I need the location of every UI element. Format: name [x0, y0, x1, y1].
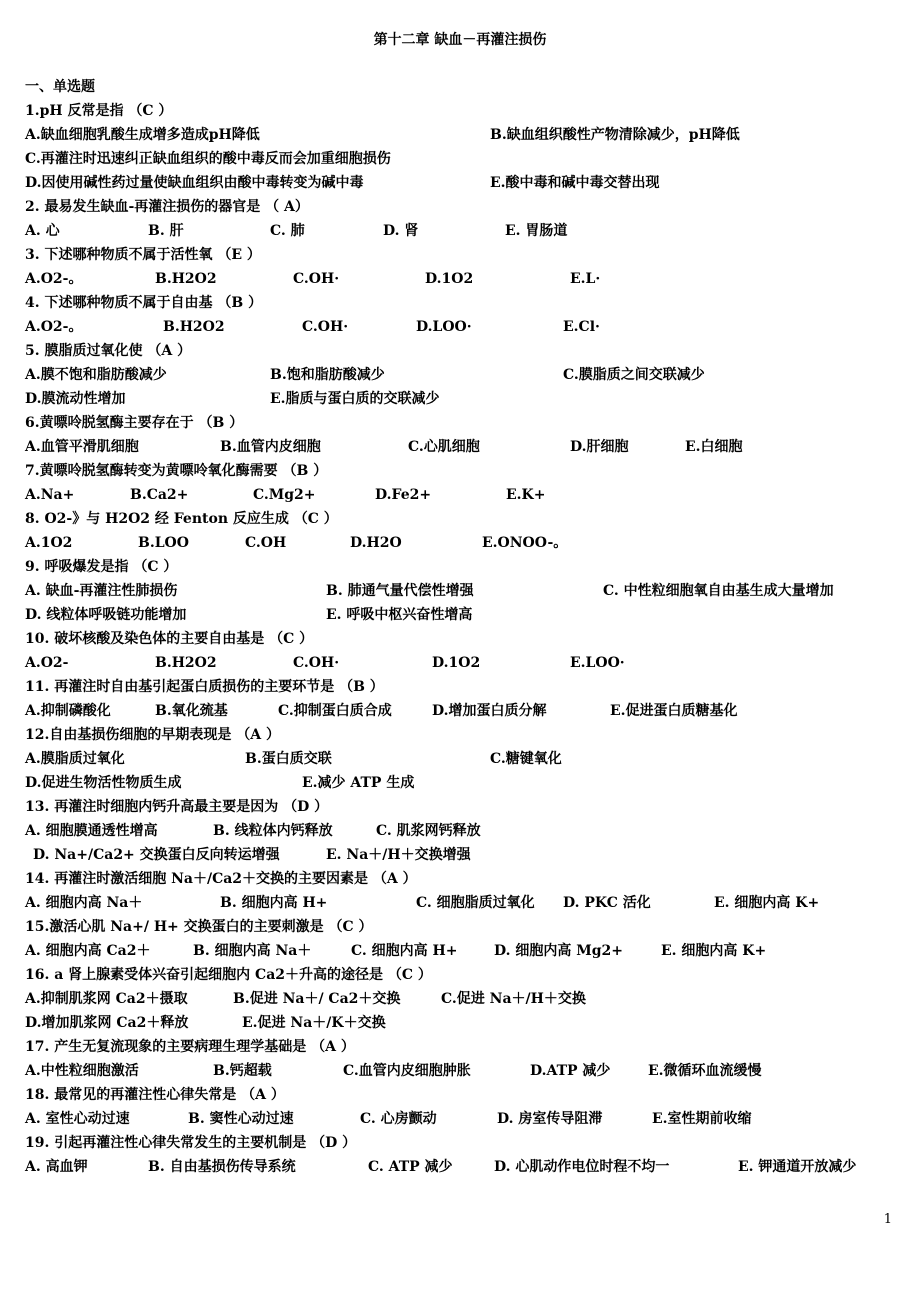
- line-text-segment: A.膜不饱和脂肪酸减少: [25, 367, 167, 383]
- line-text-segment: D.肝细胞: [570, 439, 629, 455]
- line-text-segment: D.ATP 减少: [530, 1063, 611, 1079]
- line-text-segment: C.OH·: [302, 319, 349, 335]
- text-line: [0, 1085, 920, 1109]
- text-line: [0, 461, 920, 485]
- line-text-segment: A.1O2: [25, 535, 73, 551]
- line-text-segment: E. 细胞内高 K+: [714, 895, 820, 911]
- text-line: [0, 1157, 920, 1181]
- line-text-segment: 14. 再灌注时激活细胞 Na＋/Ca2＋交换的主要因素是 （A ）: [25, 871, 417, 887]
- line-text-segment: B.蛋白质交联: [245, 751, 332, 767]
- line-text-segment: B. 细胞内高 Na＋: [193, 943, 312, 959]
- line-text-segment: C. 肺: [270, 223, 305, 239]
- line-text-segment: E.微循环血流缓慢: [648, 1063, 762, 1079]
- line-text-segment: D.促进生物活性物质生成: [25, 775, 182, 791]
- line-text-segment: 4. 下述哪种物质不属于自由基 （B ）: [25, 295, 263, 311]
- text-line: [0, 1109, 920, 1133]
- line-text-segment: B.饱和脂肪酸减少: [270, 367, 385, 383]
- line-text-segment: 2. 最易发生缺血-再灌注损伤的器官是 （ A）: [25, 199, 309, 215]
- line-text-segment: C.抑制蛋白质合成: [278, 703, 392, 719]
- line-text-segment: C.再灌注时迅速纠正缺血组织的酸中毒反而会加重细胞损伤: [25, 151, 391, 167]
- text-line: [0, 773, 920, 797]
- line-text-segment: B.促进 Na＋/ Ca2＋交换: [233, 991, 401, 1007]
- line-text-segment: 9. 呼吸爆发是指 （C ）: [25, 559, 178, 575]
- line-text-segment: B.钙超载: [213, 1063, 272, 1079]
- document-title: 第十二章 缺血－再灌注损伤: [373, 32, 547, 48]
- line-text-segment: 8. O2-》与 H2O2 经 Fenton 反应生成 （C ）: [25, 511, 338, 527]
- line-text-segment: D.增加蛋白质分解: [432, 703, 547, 719]
- line-text-segment: C.膜脂质之间交联减少: [563, 367, 705, 383]
- line-text-segment: E.L·: [570, 271, 601, 287]
- line-text-segment: A. 心: [25, 223, 60, 239]
- line-text-segment: A.抑制肌浆网 Ca2＋摄取: [25, 991, 188, 1007]
- page-number: 1: [883, 1212, 892, 1227]
- text-line: [0, 101, 920, 125]
- line-text-segment: 一、单选题: [25, 79, 95, 95]
- line-text-segment: A. 细胞膜通透性增高: [25, 823, 158, 839]
- text-line: [0, 149, 920, 173]
- line-text-segment: E.Cl·: [563, 319, 600, 335]
- line-text-segment: B.H2O2: [155, 655, 217, 671]
- text-line: [0, 893, 920, 917]
- line-text-segment: A. 室性心动过速: [25, 1111, 130, 1127]
- line-text-segment: 10. 破坏核酸及染色体的主要自由基是 （C ）: [25, 631, 314, 647]
- line-text-segment: E.LOO·: [570, 655, 625, 671]
- line-text-segment: A.O2-。: [25, 271, 83, 287]
- line-text-segment: 7.黄嘌呤脱氢酶转变为黄嘌呤氧化酶需要 （B ）: [25, 463, 328, 479]
- line-text-segment: D. 房室传导阻滞: [497, 1111, 603, 1127]
- line-text-segment: E.白细胞: [685, 439, 743, 455]
- line-text-segment: B.血管内皮细胞: [220, 439, 321, 455]
- line-text-segment: D.LOO·: [416, 319, 472, 335]
- text-line: [0, 845, 920, 869]
- line-text-segment: C.OH·: [293, 655, 340, 671]
- line-text-segment: D. PKC 活化: [563, 895, 651, 911]
- text-line: [0, 797, 920, 821]
- line-text-segment: E.室性期前收缩: [652, 1111, 752, 1127]
- line-text-segment: D.H2O: [350, 535, 402, 551]
- text-line: [0, 557, 920, 581]
- line-text-segment: 15.激活心肌 Na+/ H+ 交换蛋白的主要刺激是 （C ）: [25, 919, 373, 935]
- text-line: [0, 629, 920, 653]
- line-text-segment: A. 细胞内高 Na＋: [25, 895, 143, 911]
- line-text-segment: C.OH·: [293, 271, 340, 287]
- line-text-segment: A.Na+: [25, 487, 75, 503]
- line-text-segment: C. 细胞脂质过氧化: [416, 895, 535, 911]
- line-text-segment: E. 钾通道开放减少: [738, 1159, 857, 1175]
- line-text-segment: 5. 膜脂质过氧化使 （A ）: [25, 343, 192, 359]
- line-text-segment: E.促进蛋白质糖基化: [610, 703, 738, 719]
- line-text-segment: D. 线粒体呼吸链功能增加: [25, 607, 187, 623]
- text-line: [0, 1061, 920, 1085]
- text-line: [0, 677, 920, 701]
- text-line: [0, 581, 920, 605]
- line-text-segment: D.膜流动性增加: [25, 391, 126, 407]
- line-text-segment: E.ONOO-。: [482, 535, 568, 551]
- text-line: [0, 485, 920, 509]
- line-text-segment: B. 肝: [148, 223, 184, 239]
- line-text-segment: B.H2O2: [155, 271, 217, 287]
- text-line: [0, 269, 920, 293]
- line-text-segment: D.因使用碱性药过量使缺血组织由酸中毒转变为碱中毒: [25, 175, 364, 191]
- line-text-segment: D. 肾: [383, 223, 419, 239]
- line-text-segment: B.LOO: [138, 535, 189, 551]
- line-text-segment: 11. 再灌注时自由基引起蛋白质损伤的主要环节是 （B ）: [25, 679, 384, 695]
- text-line: [0, 341, 920, 365]
- line-text-segment: 12.自由基损伤细胞的早期表现是 （A ）: [25, 727, 280, 743]
- text-line: [0, 1037, 920, 1061]
- line-text-segment: E. 呼吸中枢兴奋性增高: [326, 607, 473, 623]
- line-text-segment: B.Ca2+: [130, 487, 189, 503]
- line-text-segment: E.脂质与蛋白质的交联减少: [270, 391, 440, 407]
- text-line: [0, 725, 920, 749]
- line-text-segment: C.心肌细胞: [408, 439, 480, 455]
- line-text-segment: C. 中性粒细胞氧自由基生成大量增加: [603, 583, 834, 599]
- line-text-segment: B. 自由基损伤传导系统: [148, 1159, 296, 1175]
- text-line: [0, 989, 920, 1013]
- line-text-segment: C.血管内皮细胞肿胀: [343, 1063, 471, 1079]
- line-text-segment: 16. a 肾上腺素受体兴奋引起细胞内 Ca2＋升高的途径是 （C ）: [25, 967, 432, 983]
- line-text-segment: C.OH: [245, 535, 287, 551]
- line-text-segment: D.增加肌浆网 Ca2＋释放: [25, 1015, 189, 1031]
- line-text-segment: C. 心房颤动: [360, 1111, 437, 1127]
- line-text-segment: C.Mg2+: [253, 487, 316, 503]
- line-text-segment: B. 窦性心动过速: [188, 1111, 294, 1127]
- line-text-segment: B.氧化巯基: [155, 703, 228, 719]
- line-text-segment: A. 细胞内高 Ca2＋: [25, 943, 151, 959]
- line-text-segment: A.血管平滑肌细胞: [25, 439, 139, 455]
- text-line: [0, 365, 920, 389]
- line-text-segment: C. 肌浆网钙释放: [376, 823, 481, 839]
- line-text-segment: A.缺血细胞乳酸生成增多造成pH降低: [25, 127, 260, 143]
- text-line: [0, 197, 920, 221]
- text-line: [0, 221, 920, 245]
- line-text-segment: B.缺血组织酸性产物清除减少，pH降低: [490, 127, 740, 143]
- line-text-segment: 13. 再灌注时细胞内钙升高最主要是因为 （D ）: [25, 799, 329, 815]
- line-text-segment: C.促进 Na＋/H＋交换: [441, 991, 586, 1007]
- text-line: [0, 245, 920, 269]
- line-text-segment: E. 细胞内高 K+: [661, 943, 767, 959]
- line-text-segment: D.1O2: [432, 655, 481, 671]
- text-line: [0, 533, 920, 557]
- text-line: [0, 1013, 920, 1037]
- line-text-segment: B. 肺通气量代偿性增强: [326, 583, 474, 599]
- text-line: [0, 437, 920, 461]
- line-text-segment: E.K+: [506, 487, 546, 503]
- line-text-segment: A.O2-。: [25, 319, 83, 335]
- line-text-segment: D. 细胞内高 Mg2+: [494, 943, 624, 959]
- line-text-segment: B.H2O2: [163, 319, 225, 335]
- line-text-segment: A.抑制磷酸化: [25, 703, 111, 719]
- line-text-segment: A.膜脂质过氧化: [25, 751, 125, 767]
- text-line: [0, 701, 920, 725]
- text-line: [0, 869, 920, 893]
- line-text-segment: 18. 最常见的再灌注性心律失常是 （A ）: [25, 1087, 285, 1103]
- line-text-segment: D. Na+/Ca2+ 交换蛋白反向转运增强: [33, 847, 280, 863]
- line-text-segment: A.O2-: [25, 655, 69, 671]
- text-line: [0, 821, 920, 845]
- line-text-segment: B. 细胞内高 H+: [220, 895, 328, 911]
- text-line: [0, 749, 920, 773]
- line-text-segment: 17. 产生无复流现象的主要病理生理学基础是 （A ）: [25, 1039, 355, 1055]
- text-line: [0, 509, 920, 533]
- line-text-segment: C. ATP 减少: [368, 1159, 453, 1175]
- line-text-segment: D. 心肌动作电位时程不均一: [494, 1159, 670, 1175]
- text-line: [0, 941, 920, 965]
- line-text-segment: D.Fe2+: [375, 487, 432, 503]
- line-text-segment: D.1O2: [425, 271, 474, 287]
- line-text-segment: E. Na＋/H＋交换增强: [326, 847, 471, 863]
- line-text-segment: E.促进 Na＋/K＋交换: [242, 1015, 386, 1031]
- line-text-segment: B. 线粒体内钙释放: [213, 823, 333, 839]
- line-text-segment: 6.黄嘌呤脱氢酶主要存在于 （B ）: [25, 415, 244, 431]
- line-text-segment: 3. 下述哪种物质不属于活性氧 （E ）: [25, 247, 261, 263]
- line-text-segment: A. 高血钾: [25, 1159, 88, 1175]
- line-text-segment: C.糖键氧化: [490, 751, 562, 767]
- line-text-segment: A. 缺血-再灌注性肺损伤: [25, 583, 178, 599]
- text-line: [0, 965, 920, 989]
- line-text-segment: E.酸中毒和碱中毒交替出现: [490, 175, 660, 191]
- line-text-segment: C. 细胞内高 H+: [351, 943, 458, 959]
- line-text-segment: A.中性粒细胞激活: [25, 1063, 139, 1079]
- text-line: [0, 125, 920, 149]
- text-line: [0, 917, 920, 941]
- text-line: [0, 317, 920, 341]
- text-line: [0, 653, 920, 677]
- text-line: [0, 605, 920, 629]
- text-line: [0, 77, 920, 101]
- text-line: [0, 293, 920, 317]
- text-line: [0, 389, 920, 413]
- line-text-segment: 1.pH 反常是指 （C ）: [25, 103, 173, 119]
- line-text-segment: 19. 引起再灌注性心律失常发生的主要机制是 （D ）: [25, 1135, 357, 1151]
- text-line: [0, 413, 920, 437]
- text-line: [0, 1133, 920, 1157]
- line-text-segment: E.减少 ATP 生成: [302, 775, 415, 791]
- line-text-segment: E. 胃肠道: [505, 223, 568, 239]
- text-line: [0, 173, 920, 197]
